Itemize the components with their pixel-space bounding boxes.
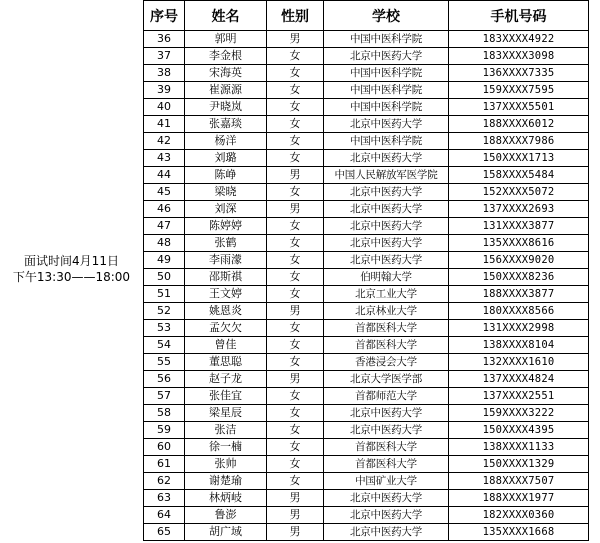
table-row bbox=[144, 439, 589, 456]
cell-index: 36 bbox=[144, 31, 185, 48]
header-index: 序号 bbox=[144, 1, 185, 31]
table-row bbox=[144, 371, 589, 388]
cell-gender: 女 bbox=[267, 48, 324, 65]
cell-name: 张嘉琰 bbox=[185, 116, 267, 133]
cell-index: 52 bbox=[144, 303, 185, 320]
cell-index: 61 bbox=[144, 456, 185, 473]
table-row bbox=[144, 286, 589, 303]
table-row bbox=[144, 82, 589, 99]
cell-phone: 159XXXX3222 bbox=[449, 405, 589, 422]
cell-name: 曾佳 bbox=[185, 337, 267, 354]
cell-phone: 138XXXX1133 bbox=[449, 439, 589, 456]
cell-phone: 182XXXX0360 bbox=[449, 507, 589, 524]
cell-phone: 131XXXX2998 bbox=[449, 320, 589, 337]
cell-index: 47 bbox=[144, 218, 185, 235]
table-row bbox=[144, 235, 589, 252]
cell-phone: 132XXXX1610 bbox=[449, 354, 589, 371]
cell-gender: 女 bbox=[267, 473, 324, 490]
cell-phone: 136XXXX7335 bbox=[449, 65, 589, 82]
cell-school: 北京中医药大学 bbox=[324, 184, 449, 201]
interview-time-range: 下午13:30——18:00 bbox=[12, 270, 131, 284]
cell-phone: 150XXXX1329 bbox=[449, 456, 589, 473]
cell-phone: 159XXXX7595 bbox=[449, 82, 589, 99]
cell-name: 林炳岐 bbox=[185, 490, 267, 507]
cell-gender: 女 bbox=[267, 184, 324, 201]
interview-time-note bbox=[0, 253, 143, 285]
cell-school: 北京工业大学 bbox=[324, 286, 449, 303]
cell-index: 59 bbox=[144, 422, 185, 439]
cell-name: 刘璐 bbox=[185, 150, 267, 167]
cell-index: 53 bbox=[144, 320, 185, 337]
cell-phone: 152XXXX5072 bbox=[449, 184, 589, 201]
cell-gender: 女 bbox=[267, 456, 324, 473]
cell-index: 55 bbox=[144, 354, 185, 371]
cell-school: 北京中医药大学 bbox=[324, 524, 449, 541]
table-row bbox=[144, 456, 589, 473]
table-row bbox=[144, 269, 589, 286]
cell-index: 41 bbox=[144, 116, 185, 133]
cell-phone: 135XXXX1668 bbox=[449, 524, 589, 541]
cell-school: 伯明翰大学 bbox=[324, 269, 449, 286]
cell-name: 郭明 bbox=[185, 31, 267, 48]
cell-phone: 137XXXX5501 bbox=[449, 99, 589, 116]
cell-gender: 女 bbox=[267, 354, 324, 371]
header-name: 姓名 bbox=[185, 1, 267, 31]
cell-school: 首都师范大学 bbox=[324, 388, 449, 405]
cell-gender: 男 bbox=[267, 371, 324, 388]
cell-gender: 女 bbox=[267, 388, 324, 405]
cell-gender: 女 bbox=[267, 439, 324, 456]
table-row bbox=[144, 150, 589, 167]
cell-name: 宋海英 bbox=[185, 65, 267, 82]
cell-index: 45 bbox=[144, 184, 185, 201]
table-row bbox=[144, 405, 589, 422]
cell-index: 46 bbox=[144, 201, 185, 218]
cell-gender: 女 bbox=[267, 337, 324, 354]
cell-gender: 女 bbox=[267, 133, 324, 150]
table-row bbox=[144, 303, 589, 320]
cell-school: 北京中医药大学 bbox=[324, 490, 449, 507]
cell-index: 50 bbox=[144, 269, 185, 286]
table-row bbox=[144, 116, 589, 133]
cell-name: 张帅 bbox=[185, 456, 267, 473]
cell-phone: 183XXXX3098 bbox=[449, 48, 589, 65]
cell-school: 北京中医药大学 bbox=[324, 48, 449, 65]
cell-gender: 女 bbox=[267, 320, 324, 337]
cell-gender: 男 bbox=[267, 524, 324, 541]
table-row bbox=[144, 388, 589, 405]
cell-phone: 135XXXX8616 bbox=[449, 235, 589, 252]
cell-gender: 女 bbox=[267, 82, 324, 99]
cell-gender: 男 bbox=[267, 303, 324, 320]
cell-gender: 男 bbox=[267, 507, 324, 524]
cell-school: 北京中医药大学 bbox=[324, 218, 449, 235]
table-row bbox=[144, 133, 589, 150]
cell-phone: 156XXXX9020 bbox=[449, 252, 589, 269]
cell-school: 北京中医药大学 bbox=[324, 422, 449, 439]
cell-index: 54 bbox=[144, 337, 185, 354]
table-row bbox=[144, 473, 589, 490]
cell-name: 梁星辰 bbox=[185, 405, 267, 422]
cell-gender: 女 bbox=[267, 116, 324, 133]
cell-gender: 女 bbox=[267, 405, 324, 422]
cell-gender: 女 bbox=[267, 99, 324, 116]
cell-index: 62 bbox=[144, 473, 185, 490]
cell-gender: 女 bbox=[267, 269, 324, 286]
cell-school: 首都医科大学 bbox=[324, 439, 449, 456]
cell-index: 43 bbox=[144, 150, 185, 167]
cell-index: 65 bbox=[144, 524, 185, 541]
table-row bbox=[144, 65, 589, 82]
table-row bbox=[144, 218, 589, 235]
cell-school: 香港浸会大学 bbox=[324, 354, 449, 371]
cell-school: 首都医科大学 bbox=[324, 337, 449, 354]
cell-gender: 女 bbox=[267, 286, 324, 303]
cell-name: 徐一楠 bbox=[185, 439, 267, 456]
cell-phone: 150XXXX4395 bbox=[449, 422, 589, 439]
cell-name: 李雨濛 bbox=[185, 252, 267, 269]
cell-phone: 137XXXX2693 bbox=[449, 201, 589, 218]
table-row bbox=[144, 31, 589, 48]
cell-index: 51 bbox=[144, 286, 185, 303]
cell-phone: 131XXXX3877 bbox=[449, 218, 589, 235]
cell-name: 陈峥 bbox=[185, 167, 267, 184]
table-row bbox=[144, 320, 589, 337]
cell-school: 北京中医药大学 bbox=[324, 201, 449, 218]
cell-phone: 188XXXX7507 bbox=[449, 473, 589, 490]
cell-school: 北京中医药大学 bbox=[324, 252, 449, 269]
cell-name: 李金根 bbox=[185, 48, 267, 65]
cell-gender: 女 bbox=[267, 218, 324, 235]
cell-phone: 188XXXX7986 bbox=[449, 133, 589, 150]
cell-index: 63 bbox=[144, 490, 185, 507]
cell-name: 姚恩炎 bbox=[185, 303, 267, 320]
table-row bbox=[144, 48, 589, 65]
header-school: 学校 bbox=[324, 1, 449, 31]
cell-gender: 女 bbox=[267, 422, 324, 439]
header-gender: 性别 bbox=[267, 1, 324, 31]
cell-gender: 女 bbox=[267, 235, 324, 252]
cell-index: 39 bbox=[144, 82, 185, 99]
cell-index: 42 bbox=[144, 133, 185, 150]
cell-phone: 150XXXX8236 bbox=[449, 269, 589, 286]
cell-school: 北京中医药大学 bbox=[324, 405, 449, 422]
cell-gender: 男 bbox=[267, 167, 324, 184]
cell-index: 57 bbox=[144, 388, 185, 405]
cell-school: 北京中医药大学 bbox=[324, 116, 449, 133]
cell-phone: 180XXXX8566 bbox=[449, 303, 589, 320]
cell-index: 49 bbox=[144, 252, 185, 269]
cell-name: 张鹤 bbox=[185, 235, 267, 252]
cell-gender: 男 bbox=[267, 201, 324, 218]
table-row bbox=[144, 490, 589, 507]
cell-phone: 137XXXX2551 bbox=[449, 388, 589, 405]
cell-school: 首都医科大学 bbox=[324, 456, 449, 473]
cell-index: 44 bbox=[144, 167, 185, 184]
cell-gender: 男 bbox=[267, 31, 324, 48]
cell-name: 刘深 bbox=[185, 201, 267, 218]
cell-name: 崔源源 bbox=[185, 82, 267, 99]
cell-school: 中国中医科学院 bbox=[324, 82, 449, 99]
cell-school: 北京中医药大学 bbox=[324, 507, 449, 524]
cell-index: 38 bbox=[144, 65, 185, 82]
cell-name: 杨洋 bbox=[185, 133, 267, 150]
cell-phone: 188XXXX6012 bbox=[449, 116, 589, 133]
cell-name: 邵斯祺 bbox=[185, 269, 267, 286]
header-phone: 手机号码 bbox=[449, 1, 589, 31]
cell-school: 北京林业大学 bbox=[324, 303, 449, 320]
cell-name: 王文婷 bbox=[185, 286, 267, 303]
cell-index: 56 bbox=[144, 371, 185, 388]
cell-name: 谢楚瑜 bbox=[185, 473, 267, 490]
cell-school: 北京中医药大学 bbox=[324, 235, 449, 252]
cell-name: 梁晓 bbox=[185, 184, 267, 201]
cell-phone: 188XXXX1977 bbox=[449, 490, 589, 507]
cell-index: 58 bbox=[144, 405, 185, 422]
table-row bbox=[144, 354, 589, 371]
cell-index: 60 bbox=[144, 439, 185, 456]
cell-index: 64 bbox=[144, 507, 185, 524]
cell-name: 陈婷婷 bbox=[185, 218, 267, 235]
table-row bbox=[144, 337, 589, 354]
cell-name: 尹晓岚 bbox=[185, 99, 267, 116]
cell-index: 40 bbox=[144, 99, 185, 116]
cell-school: 中国中医科学院 bbox=[324, 133, 449, 150]
table-row bbox=[144, 422, 589, 439]
table-header-row bbox=[144, 1, 589, 31]
cell-phone: 137XXXX4824 bbox=[449, 371, 589, 388]
interview-date: 面试时间4月11日 bbox=[24, 254, 119, 268]
cell-phone: 183XXXX4922 bbox=[449, 31, 589, 48]
cell-gender: 女 bbox=[267, 150, 324, 167]
cell-name: 张佳宜 bbox=[185, 388, 267, 405]
table-row bbox=[144, 184, 589, 201]
cell-index: 48 bbox=[144, 235, 185, 252]
cell-phone: 138XXXX8104 bbox=[449, 337, 589, 354]
cell-school: 北京中医药大学 bbox=[324, 150, 449, 167]
cell-phone: 150XXXX1713 bbox=[449, 150, 589, 167]
cell-name: 胡广域 bbox=[185, 524, 267, 541]
cell-gender: 女 bbox=[267, 252, 324, 269]
cell-gender: 男 bbox=[267, 490, 324, 507]
cell-school: 中国人民解放军医学院 bbox=[324, 167, 449, 184]
cell-name: 董思聪 bbox=[185, 354, 267, 371]
table-row bbox=[144, 99, 589, 116]
table-row bbox=[144, 507, 589, 524]
cell-school: 中国中医科学院 bbox=[324, 99, 449, 116]
cell-phone: 158XXXX5484 bbox=[449, 167, 589, 184]
table-row bbox=[144, 201, 589, 218]
cell-name: 孟欠欠 bbox=[185, 320, 267, 337]
table-row bbox=[144, 252, 589, 269]
cell-name: 赵子龙 bbox=[185, 371, 267, 388]
candidate-table bbox=[143, 0, 589, 541]
cell-phone: 188XXXX3877 bbox=[449, 286, 589, 303]
cell-school: 首都医科大学 bbox=[324, 320, 449, 337]
table-row bbox=[144, 167, 589, 184]
cell-name: 张洁 bbox=[185, 422, 267, 439]
cell-name: 鲁澎 bbox=[185, 507, 267, 524]
cell-school: 中国矿业大学 bbox=[324, 473, 449, 490]
cell-gender: 女 bbox=[267, 65, 324, 82]
cell-index: 37 bbox=[144, 48, 185, 65]
table-row bbox=[144, 524, 589, 541]
cell-school: 北京大学医学部 bbox=[324, 371, 449, 388]
cell-school: 中国中医科学院 bbox=[324, 31, 449, 48]
cell-school: 中国中医科学院 bbox=[324, 65, 449, 82]
